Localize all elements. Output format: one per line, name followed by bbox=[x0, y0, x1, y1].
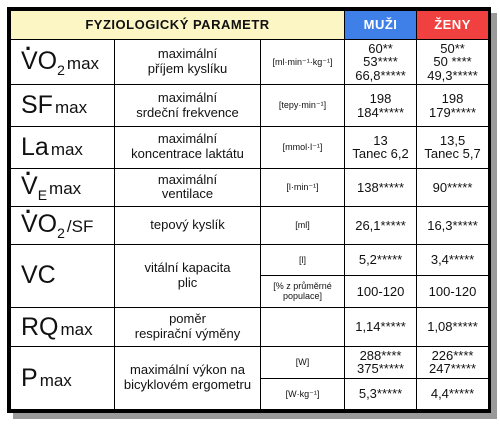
value-men: 5,3***** bbox=[345, 378, 417, 409]
row-sfmax bbox=[11, 85, 489, 127]
value-women: 100-120 bbox=[417, 276, 489, 307]
value-men: 26,1***** bbox=[345, 207, 417, 245]
header-men: MUŽI bbox=[345, 11, 417, 40]
header-parameter: FYZIOLOGICKÝ PARAMETR bbox=[11, 11, 345, 40]
value-men: 1,14***** bbox=[345, 307, 417, 347]
table-frame bbox=[7, 7, 491, 413]
row-vemax bbox=[11, 168, 489, 207]
value-women: 50** 50 **** 49,3***** bbox=[417, 40, 489, 85]
description: maximální výkon na bicyklovém ergometru bbox=[115, 347, 261, 410]
value-men: 5,2***** bbox=[345, 244, 417, 275]
row-vo2-sf bbox=[11, 207, 489, 245]
description: maximální příjem kyslíku bbox=[115, 40, 261, 85]
unit: [l·min⁻¹] bbox=[261, 168, 345, 207]
header-women: ŽENY bbox=[417, 11, 489, 40]
row-pmax bbox=[11, 347, 489, 378]
description: poměr respirační výměny bbox=[115, 307, 261, 347]
value-women: 16,3***** bbox=[417, 207, 489, 245]
symbol-lamax: La max bbox=[11, 126, 115, 168]
row-rqmax bbox=[11, 307, 489, 347]
symbol-vo2max: . $VO_2$ max bbox=[11, 40, 115, 85]
unit: [% z průměrné populace] bbox=[261, 276, 345, 307]
row-vo2max bbox=[11, 40, 489, 85]
unit: [tepy·min⁻¹] bbox=[261, 85, 345, 127]
value-men: 138***** bbox=[345, 168, 417, 207]
value-men: 100-120 bbox=[345, 276, 417, 307]
value-women: 13,5 Tanec 5,7 bbox=[417, 126, 489, 168]
value-women: 4,4***** bbox=[417, 378, 489, 409]
symbol-vo2-sf: . $VO_2$ /SF bbox=[11, 207, 115, 245]
description: vitální kapacita plic bbox=[115, 244, 261, 307]
symbol-rqmax: RQ max bbox=[11, 307, 115, 347]
value-women: 3,4***** bbox=[417, 244, 489, 275]
unit: [l] bbox=[261, 244, 345, 275]
description: maximální srdeční frekvence bbox=[115, 85, 261, 127]
physiology-table bbox=[10, 10, 489, 410]
unit: [ml·min⁻¹·kg⁻¹] bbox=[261, 40, 345, 85]
row-vc bbox=[11, 244, 489, 275]
row-lamax bbox=[11, 126, 489, 168]
unit: [mmol·l⁻¹] bbox=[261, 126, 345, 168]
value-women: 1,08***** bbox=[417, 307, 489, 347]
value-men: 60** 53**** 66,8***** bbox=[345, 40, 417, 85]
unit: [ml] bbox=[261, 207, 345, 245]
symbol-pmax: P max bbox=[11, 347, 115, 410]
value-women: 90***** bbox=[417, 168, 489, 207]
description: maximální ventilace bbox=[115, 168, 261, 207]
value-men: 288**** 375***** bbox=[345, 347, 417, 378]
value-women: 198 179***** bbox=[417, 85, 489, 127]
header-row bbox=[11, 11, 489, 40]
symbol-vc: VC bbox=[11, 244, 115, 307]
symbol-sfmax: SF max bbox=[11, 85, 115, 127]
value-men: 198 184***** bbox=[345, 85, 417, 127]
symbol-vemax: . $V_E$ max bbox=[11, 168, 115, 207]
value-women: 226**** 247***** bbox=[417, 347, 489, 378]
unit: [W·kg⁻¹] bbox=[261, 378, 345, 409]
unit bbox=[261, 307, 345, 347]
value-men: 13 Tanec 6,2 bbox=[345, 126, 417, 168]
description: maximální koncentrace laktátu bbox=[115, 126, 261, 168]
unit: [W] bbox=[261, 347, 345, 378]
description: tepový kyslík bbox=[115, 207, 261, 245]
